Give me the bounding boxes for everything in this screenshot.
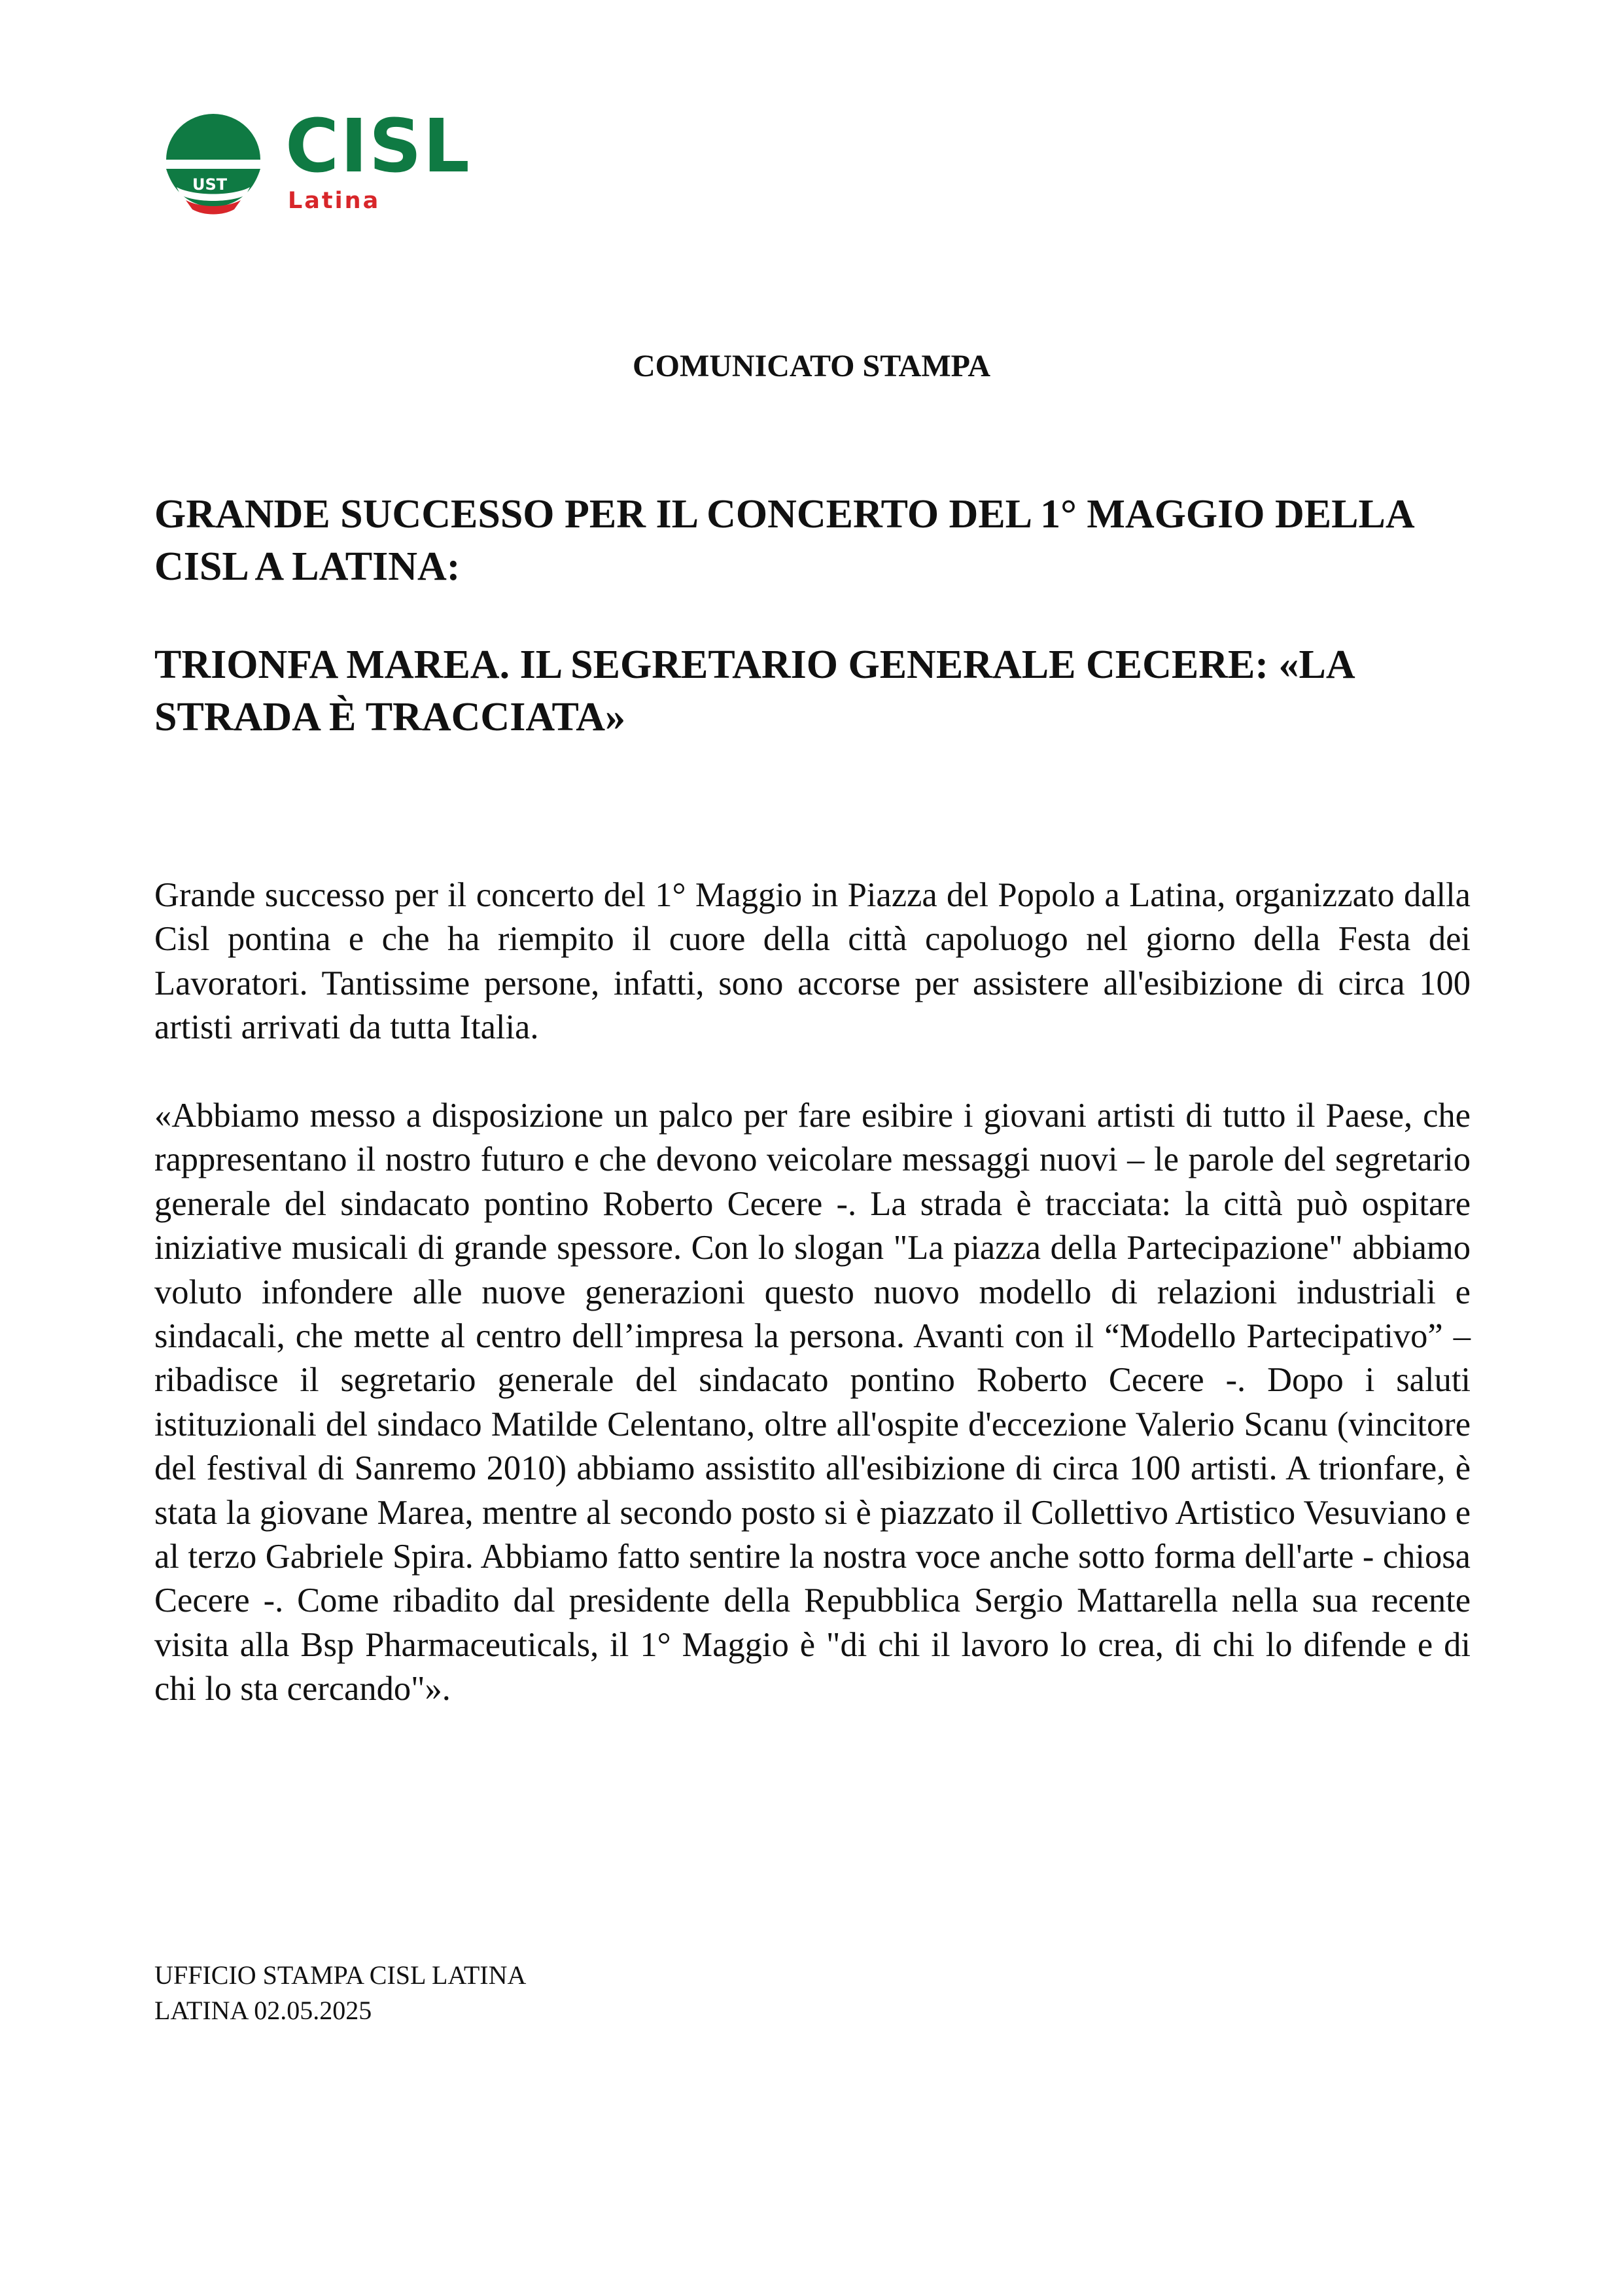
logo-subtitle: Latina xyxy=(288,188,381,214)
headline-primary: GRANDE SUCCESSO PER IL CONCERTO DEL 1° MAGGIO DELLA CISL A LATINA: xyxy=(154,492,1413,589)
document-footer xyxy=(154,1958,526,2028)
logo-badge: UST xyxy=(192,175,228,194)
body-paragraph: Grande successo per il concerto del 1° Maggio in Piazza del Popolo a Latina, organizzato dalla Cisl pontina e che ha riempito il cuore della città capoluogo nel giorno della Festa dei Lavoratori. Tantissime persone, infatti, sono accorse per assistere all'esibizione di circa 100 artisti arrivati da tutta Italia. xyxy=(154,876,1471,1047)
logo-wordmark: CISL xyxy=(285,104,471,189)
headline-secondary: TRIONFA MAREA. IL SEGRETARIO GENERALE CECERE: «LA STRADA È TRACCIATA» xyxy=(154,643,1353,739)
cisl-logo xyxy=(154,103,471,228)
footer-office: UFFICIO STAMPA CISL LATINA xyxy=(154,1960,527,1990)
cisl-emblem-icon xyxy=(154,103,272,228)
body-paragraph: «Abbiamo messo a disposizione un palco per fare esibire i giovani artisti di tutto il Paese, che rappresentano il nostro futuro e che devono veicolare messaggi nuovi – le parole del segretario generale del sindacato pontino Roberto Cecere -. La strada è tracciata: la città può ospitare iniziative musicali di grande spessore. Con lo slogan "La piazza della Partecipazione" abbiamo voluto infondere alle nuove generazioni questo nuovo modello di relazioni industriali e sindacali, che mette al centro dell’impresa la persona. Avanti con il “Modello Partecipativo” – ribadisce il segretario generale del sindacato pontino Roberto Cecere -. Dopo i saluti istituzionali del sindaco Matilde Celentano, oltre all'ospite d'eccezione Valerio Scanu (vincitore del festival di Sanremo 2010) abbiamo assistito all'esibizione di circa 100 artisti. A trionfare, è stata la giovane Marea, mentre al secondo posto si è piazzato il Collettivo Artistico Vesuviano e al terzo Gabriele Spira. Abbiamo fatto sentire la nostra voce anche sotto forma dell'arte - chiosa Cecere -. Come ribadito dal presidente della Repubblica Sergio Mattarella nella sua recente visita alla Bsp Pharmaceuticals, il 1° Maggio è "di chi il lavoro lo crea, di chi lo difende e di chi lo sta cercando"». xyxy=(154,1097,1471,1708)
document-kicker: COMUNICATO STAMPA xyxy=(632,349,991,383)
footer-place-date: LATINA 02.05.2025 xyxy=(154,1996,372,2025)
